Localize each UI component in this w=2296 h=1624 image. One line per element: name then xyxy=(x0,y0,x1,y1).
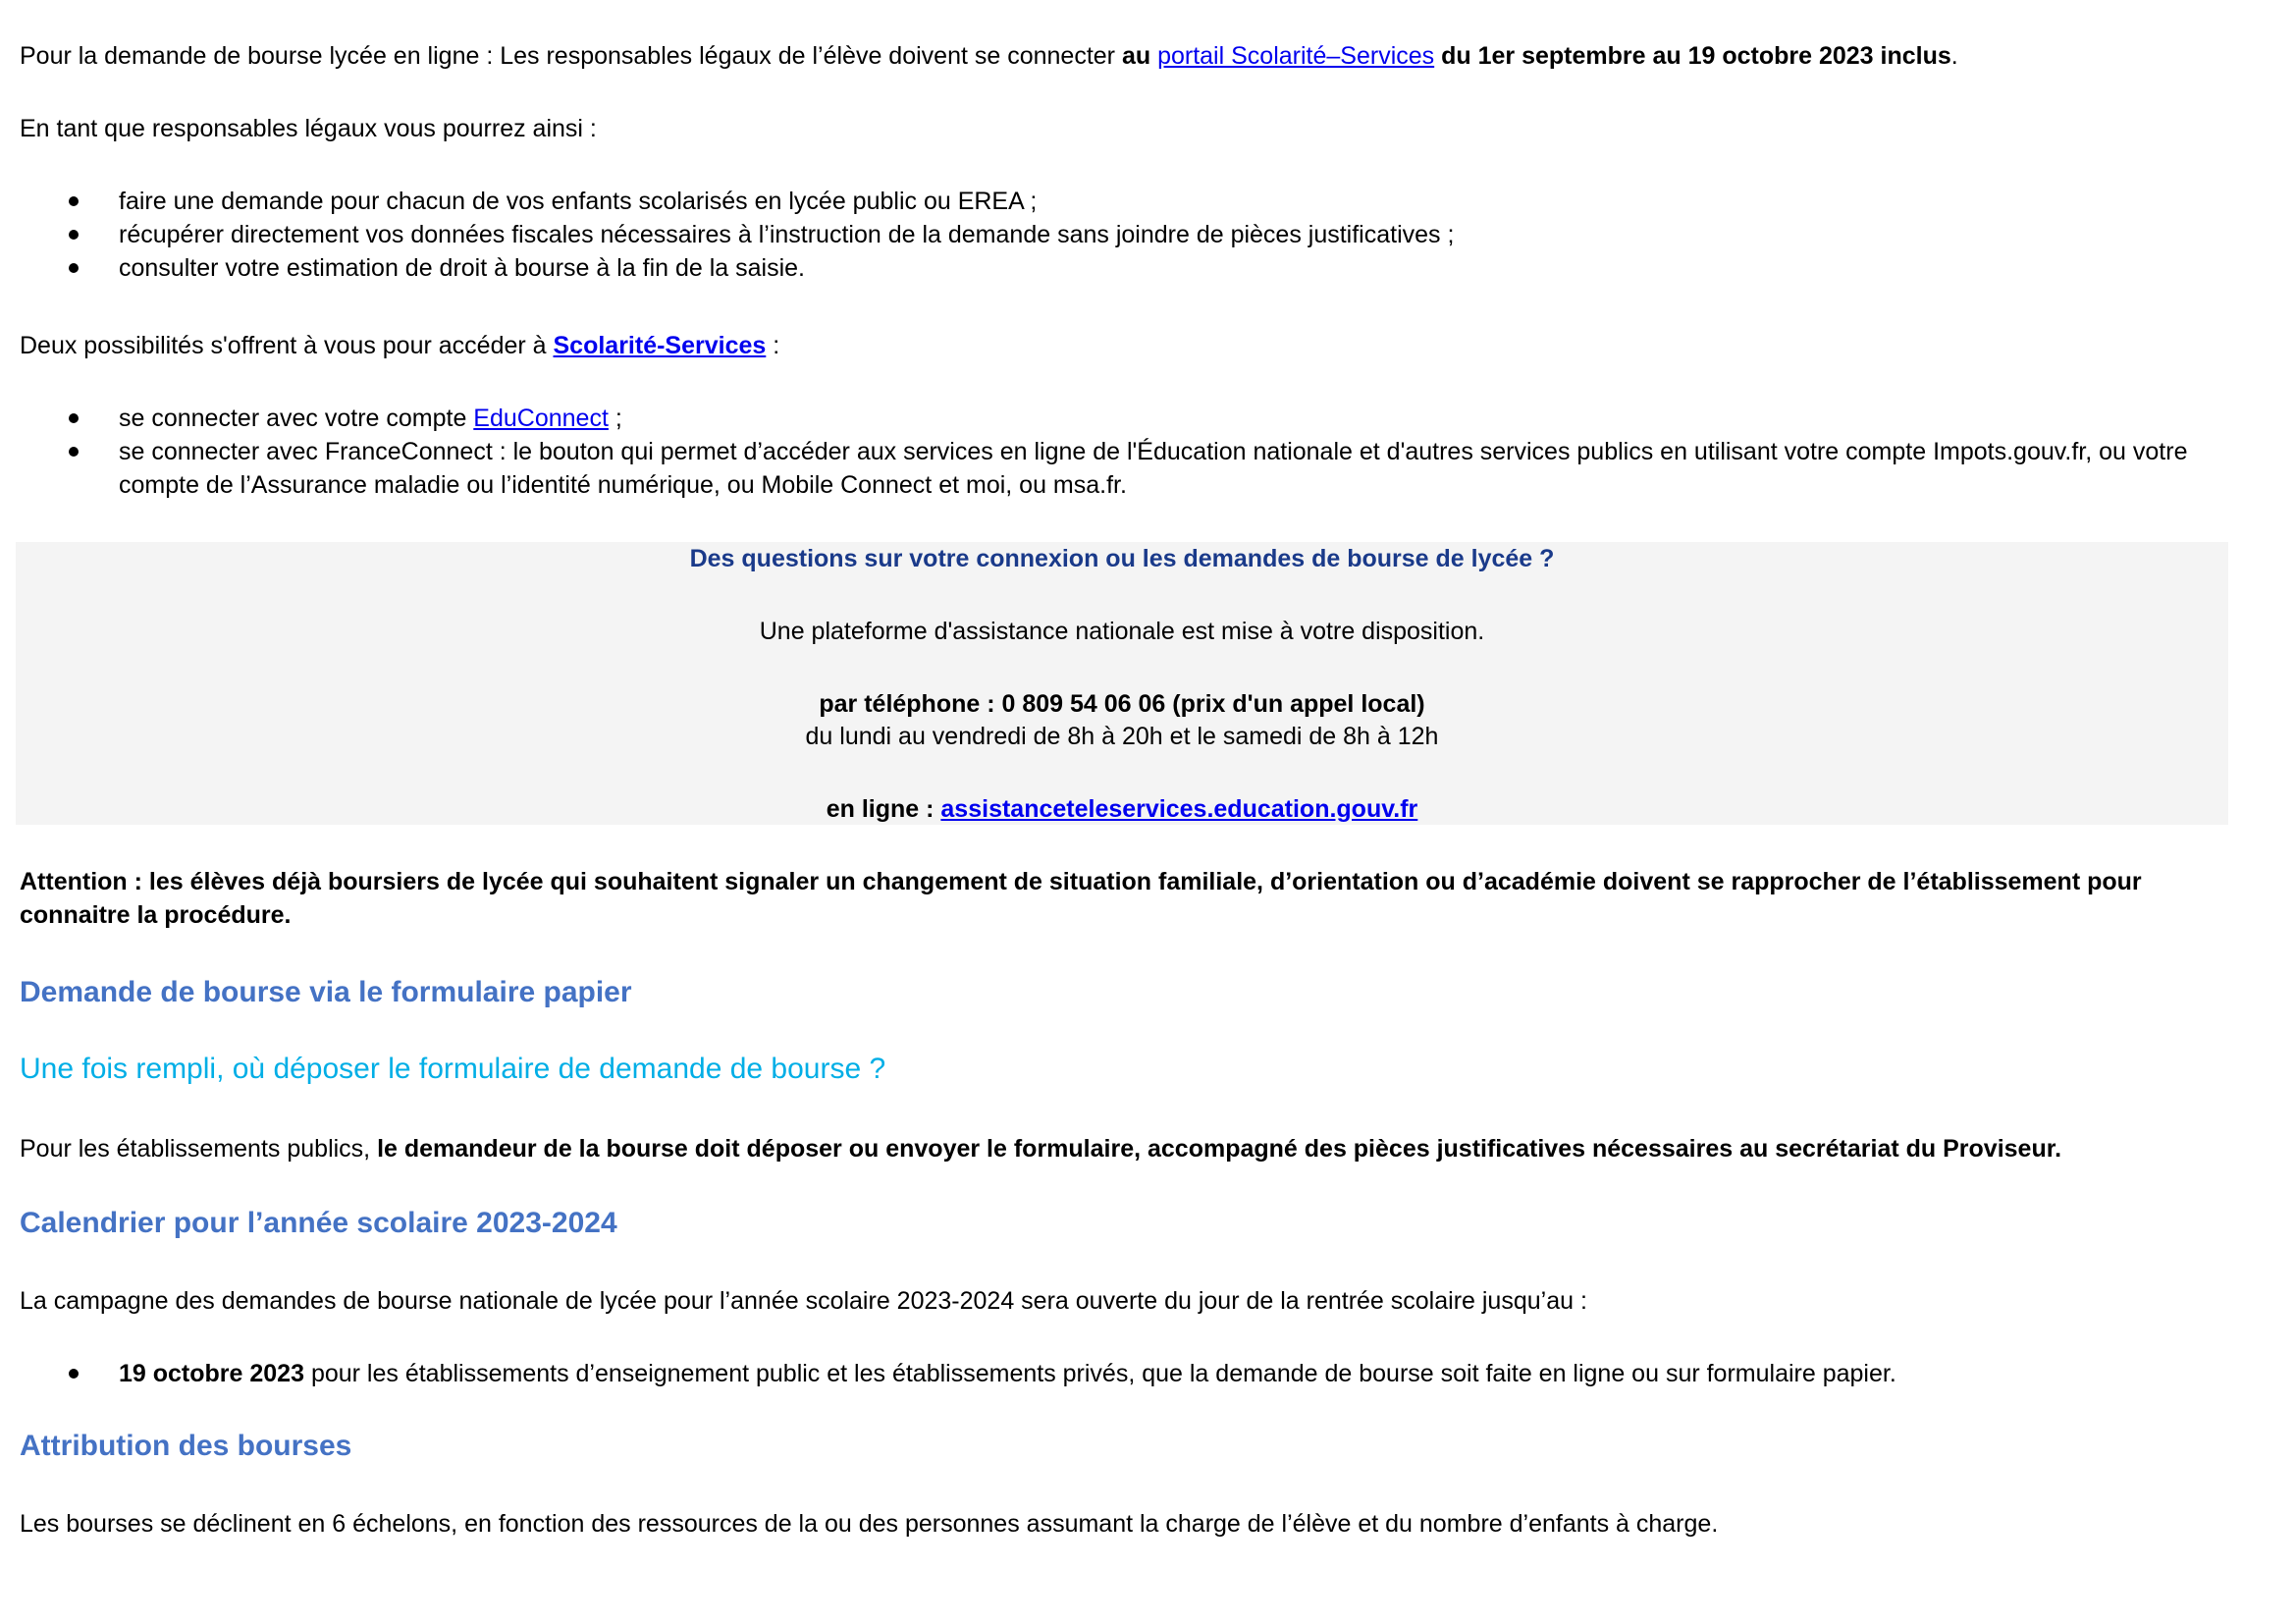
scolarite-services-link[interactable]: Scolarité-Services xyxy=(553,332,767,359)
access-end: : xyxy=(766,332,780,359)
access-paragraph xyxy=(20,329,2228,362)
deposit-bold: le demandeur de la bourse doit déposer ou envoyer le formulaire, accompagné des pièces justificatives nécessaires au secrétariat du Proviseur. xyxy=(377,1135,2062,1163)
deposit-paragraph xyxy=(20,1132,2228,1165)
intro-bold-au: au xyxy=(1121,42,1158,70)
list-item xyxy=(20,402,2228,435)
calendar-text: pour les établissements d’enseignement public et les établissements privés, que la demande de bourse soit faite en ligne ou sur formulaire papier. xyxy=(304,1360,1896,1387)
list-item: se connecter avec FranceConnect : le bouton qui permet d’accéder aux services en ligne de l'Éducation nationale et d'autres services publics en utilisant votre compte Impots.gouv.fr, ou votre compte de l’Assurance maladie ou l’identité numérique, ou Mobile Connect et moi, ou msa.fr. xyxy=(20,435,2228,502)
assistance-phone: par téléphone : 0 809 54 06 06 (prix d'un appel local) xyxy=(819,690,1425,718)
calendar-date: 19 octobre 2023 xyxy=(119,1360,304,1387)
list-item: récupérer directement vos données fiscales nécessaires à l’instruction de la demande sans joindre de pièces justificatives ; xyxy=(20,218,2228,251)
list-item: consulter votre estimation de droit à bourse à la fin de la saisie. xyxy=(20,251,2228,285)
attention-paragraph: Attention : les élèves déjà boursiers de lycée qui souhaitent signaler un changement de situation familiale, d’orientation ou d’académie doivent se rapprocher de l’établissement pour connaitre la procédure. xyxy=(20,868,2142,929)
intro-text: Pour la demande de bourse lycée en ligne : Les responsables légaux de l’élève doivent se connecter xyxy=(20,42,1122,70)
attribution-paragraph: Les bourses se déclinent en 6 échelons, en fonction des ressources de la ou des personnes assumant la charge de l’élève et du nombre d’enfants à charge. xyxy=(20,1510,1719,1538)
capabilities-list xyxy=(20,185,2228,285)
calendar-list xyxy=(20,1357,2228,1390)
assistance-platform: Une plateforme d'assistance nationale est mise à votre disposition. xyxy=(759,618,1485,645)
educonnect-end: ; xyxy=(608,405,622,432)
assistance-question: Des questions sur votre connexion ou les demandes de bourse de lycée ? xyxy=(689,545,1555,572)
heading-deposer-formulaire: Une fois rempli, où déposer le formulaire de demande de bourse ? xyxy=(20,1053,886,1085)
deposit-text: Pour les établissements publics, xyxy=(20,1135,378,1163)
heading-attribution: Attribution des bourses xyxy=(20,1430,352,1462)
assistance-online-label: en ligne : xyxy=(826,795,941,823)
assistance-box xyxy=(16,542,2228,825)
educonnect-text: se connecter avec votre compte xyxy=(119,405,474,432)
responsables-paragraph: En tant que responsables légaux vous pourrez ainsi : xyxy=(20,115,597,142)
connection-options-list xyxy=(20,402,2228,502)
list-item: faire une demande pour chacun de vos enfants scolarisés en lycée public ou EREA ; xyxy=(20,185,2228,218)
heading-calendrier: Calendrier pour l’année scolaire 2023-2024 xyxy=(20,1207,617,1239)
list-item xyxy=(20,1357,2228,1390)
portail-scolarite-services-link[interactable]: portail Scolarité–Services xyxy=(1157,42,1435,70)
assistance-link[interactable]: assistanceteleservices.education.gouv.fr xyxy=(940,795,1418,823)
access-text: Deux possibilités s'offrent à vous pour accéder à xyxy=(20,332,554,359)
intro-end: . xyxy=(1950,42,1958,70)
educonnect-link[interactable]: EduConnect xyxy=(473,405,609,432)
intro-bold-dates: du 1er septembre au 19 octobre 2023 inclus xyxy=(1434,42,1951,70)
heading-formulaire-papier: Demande de bourse via le formulaire papier xyxy=(20,976,632,1008)
assistance-hours: du lundi au vendredi de 8h à 20h et le samedi de 8h à 12h xyxy=(805,723,1439,750)
intro-paragraph xyxy=(20,39,2228,73)
assistance-online xyxy=(16,792,2228,826)
calendar-paragraph: La campagne des demandes de bourse nationale de lycée pour l’année scolaire 2023-2024 sera ouverte du jour de la rentrée scolaire jusqu’au : xyxy=(20,1287,1587,1315)
